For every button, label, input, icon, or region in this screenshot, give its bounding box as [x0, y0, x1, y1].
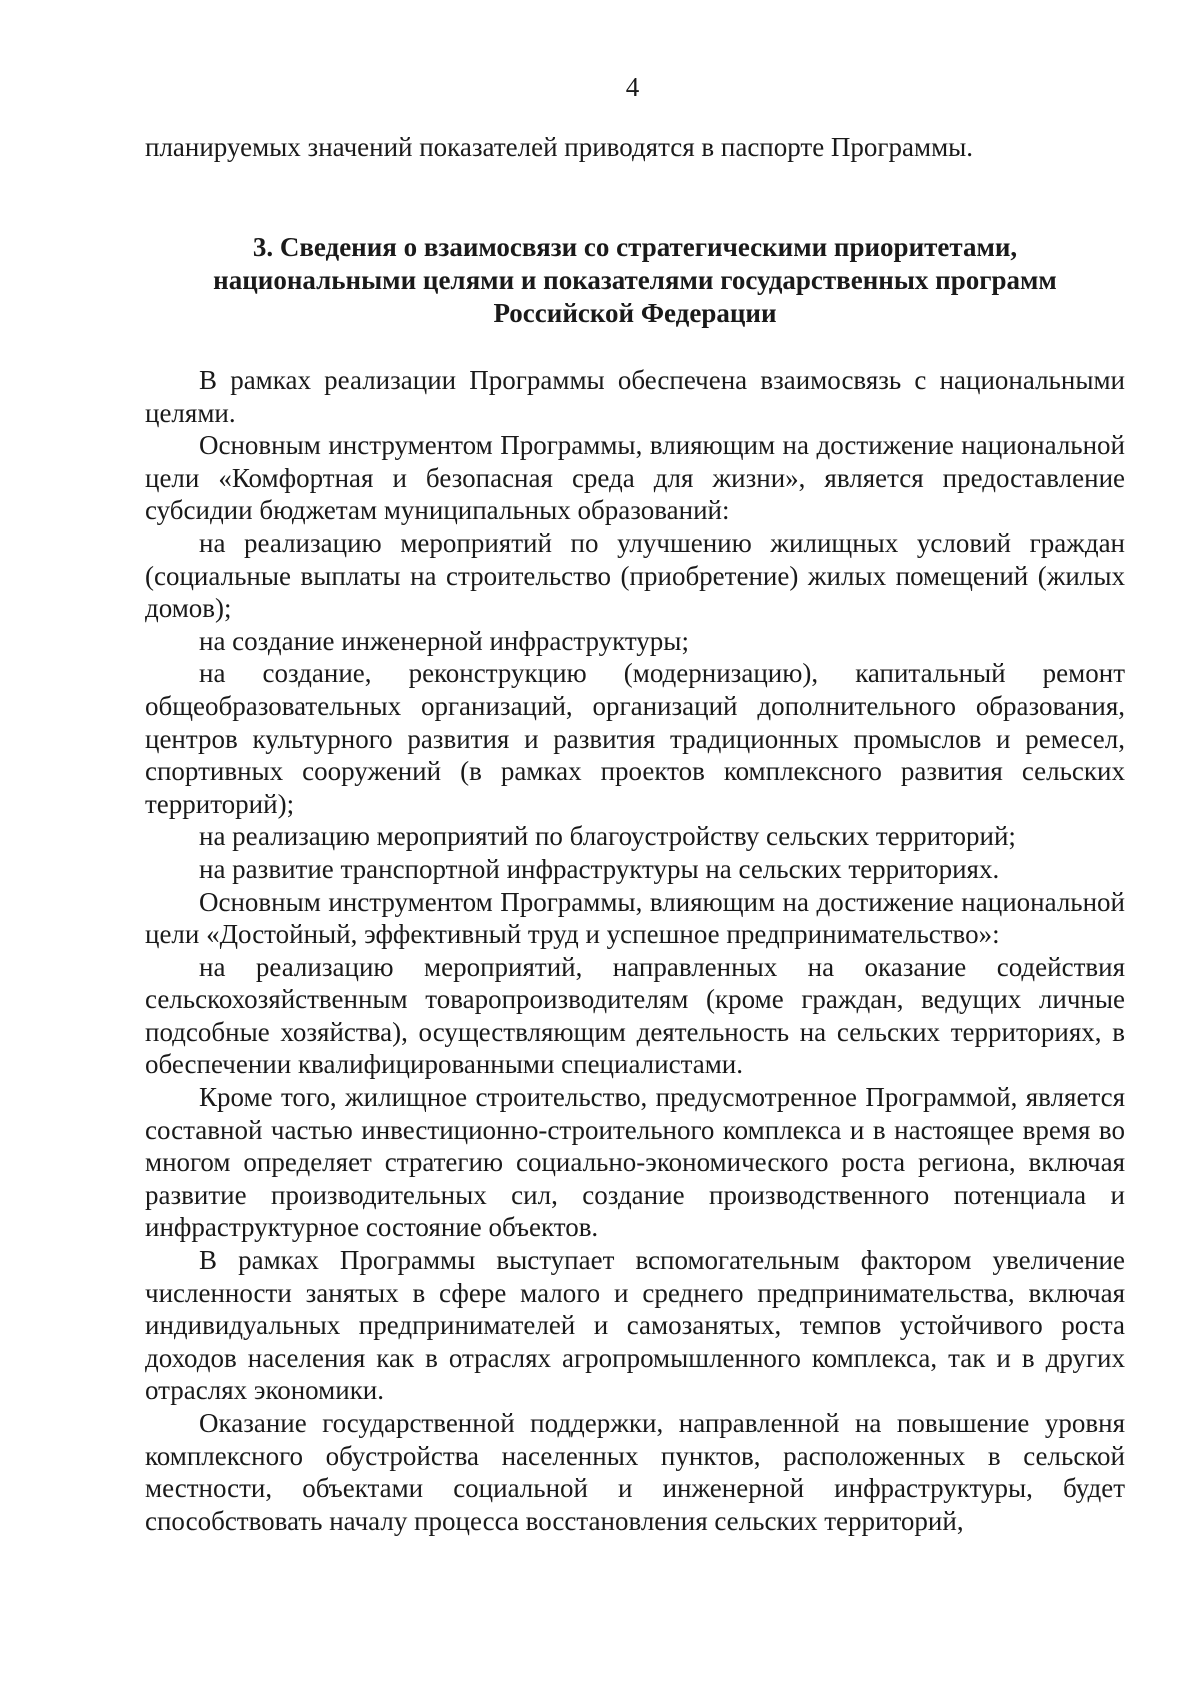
paragraph: на реализацию мероприятий по благоустройству сельских территорий;	[199, 821, 1016, 852]
paragraph: Оказание государственной поддержки, направленной на повышение уровня комплексного обустройства населенных пунктов, расположенных в сельской местности, объектами социальной и инженерной инфраструктуры, будет способствовать началу процесса восстановления сельских территорий,	[145, 1408, 1125, 1536]
paragraph: В рамках Программы выступает вспомогательным фактором увеличение численности занятых в сфере малого и среднего предпринимательства, включая индивидуальных предпринимателей и самозанятых, темпов устойчивого роста доходов населения как в отраслях агропромышленного комплекса, так и в других отраслях экономики.	[145, 1245, 1125, 1406]
section-heading	[145, 231, 1125, 330]
paragraph: на развитие транспортной инфраструктуры на сельских территориях.	[199, 853, 1000, 884]
paragraph: Кроме того, жилищное строительство, предусмотренное Программой, является составной частью инвестиционно-строительного комплекса и в настоящее время во многом определяет стратегию социально-экономического роста региона, включая развитие производительных сил, создание производственного потенциала и инфраструктурное состояние объектов.	[145, 1082, 1125, 1243]
page-number: 4	[625, 72, 640, 102]
paragraph: Основным инструментом Программы, влияющим на достижение национальной цели «Достойный, эффективный труд и успешное предпринимательство»:	[145, 886, 1125, 950]
paragraph: на создание инженерной инфраструктуры;	[199, 625, 689, 656]
paragraph: Основным инструментом Программы, влияющим на достижение национальной цели «Комфортная и безопасная среда для жизни», является предоставление субсидии бюджетам муниципальных образований:	[145, 430, 1125, 526]
paragraph: на реализацию мероприятий по улучшению жилищных условий граждан (социальные выплаты на строительство (приобретение) жилых помещений (жилых домов);	[145, 527, 1125, 624]
heading-line: национальными целями и показателями государственных программ	[213, 265, 1057, 295]
paragraph: В рамках реализации Программы обеспечена взаимосвязь с национальными целями.	[145, 365, 1125, 428]
section-body	[145, 364, 1125, 1537]
heading-line: 3. Сведения о взаимосвязи со стратегическими приоритетами,	[252, 232, 1018, 262]
paragraph: на реализацию мероприятий, направленных на оказание содействия сельскохозяйственным товаропроизводителям (кроме граждан, ведущих личные подсобные хозяйства), осуществляющим деятельность на сельских территориях, в обеспечении квалифицированными специалистами.	[145, 951, 1125, 1080]
continuation-text: планируемых значений показателей приводятся в паспорте Программы.	[145, 132, 974, 162]
heading-line: Российской Федерации	[493, 298, 777, 328]
paragraph: на создание, реконструкцию (модернизацию), капитальный ремонт общеобразовательных организаций, организаций дополнительного образования, центров культурного развития и развития традиционных промыслов и ремесел, спортивных сооружений (в рамках проектов комплексного развития сельских территорий);	[145, 658, 1125, 819]
